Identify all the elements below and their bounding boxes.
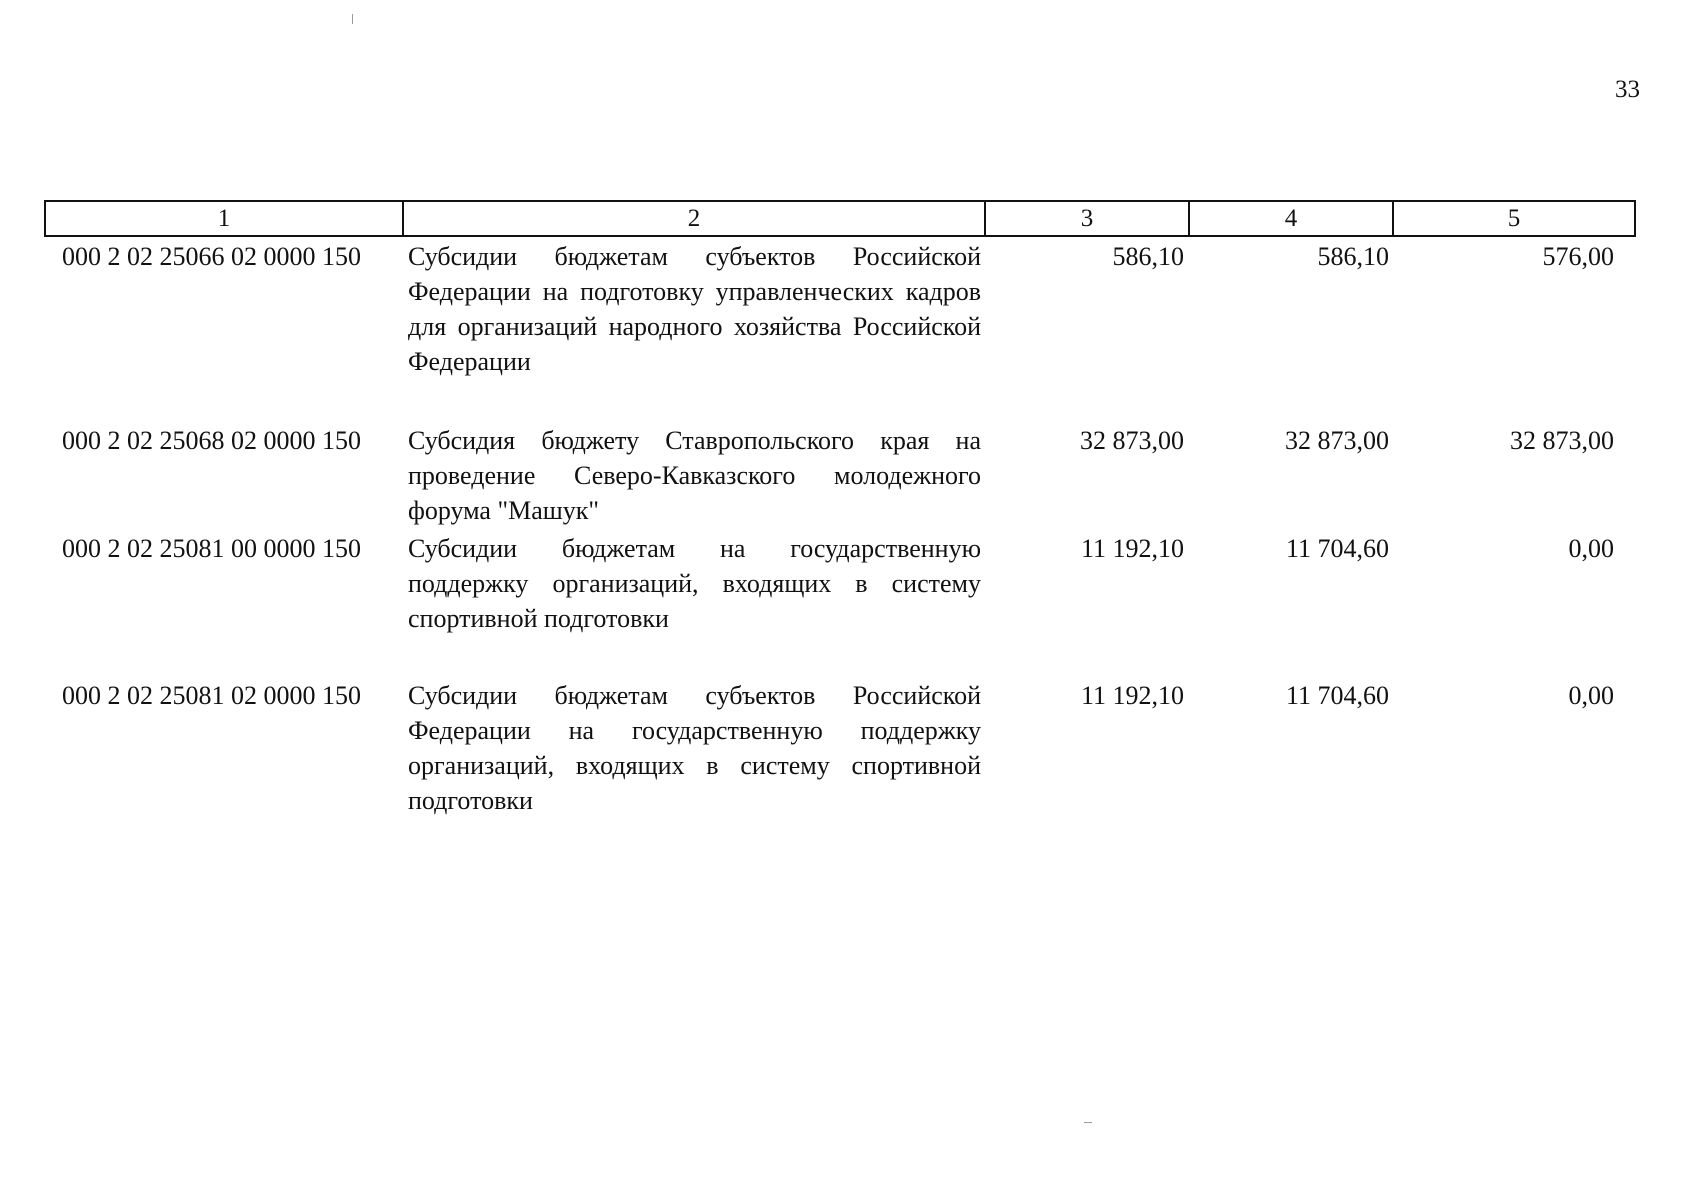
row-name: Субсидии бюджетам субъектов Российской Федерации на государственную поддержку организаций, входящих в систему спортивной подготовки bbox=[408, 681, 981, 815]
row-value-col5: 0,00 bbox=[1568, 534, 1614, 563]
column-header-3: 3 bbox=[985, 201, 1189, 236]
row-value-col5: 576,00 bbox=[1542, 242, 1614, 271]
column-header-1: 1 bbox=[45, 201, 403, 236]
row-value-col3: 11 192,10 bbox=[1080, 681, 1184, 710]
row-value-col4: 586,10 bbox=[1317, 242, 1389, 271]
column-header-4: 4 bbox=[1189, 201, 1393, 236]
row-code: 000 2 02 25081 00 0000 150 bbox=[62, 534, 361, 563]
row-name: Субсидии бюджетам на государственную поддержку организаций, входящих в систему спортивной подготовки bbox=[408, 534, 981, 633]
row-value-col5: 32 873,00 bbox=[1510, 426, 1614, 455]
row-name: Субсидия бюджету Ставропольского края на проведение Северо-Кавказского молодежного форума "Машук" bbox=[408, 426, 981, 525]
row-value-col3: 11 192,10 bbox=[1080, 534, 1184, 563]
row-value-col4: 11 704,60 bbox=[1285, 681, 1389, 710]
row-code: 000 2 02 25081 02 0000 150 bbox=[62, 681, 361, 710]
row-value-col3: 586,10 bbox=[1112, 242, 1184, 271]
column-header-2: 2 bbox=[403, 201, 985, 236]
row-value-col4: 32 873,00 bbox=[1285, 426, 1389, 455]
row-value-col3: 32 873,00 bbox=[1080, 426, 1184, 455]
row-code: 000 2 02 25066 02 0000 150 bbox=[62, 242, 361, 271]
row-code: 000 2 02 25068 02 0000 150 bbox=[62, 426, 361, 455]
page-number: 33 bbox=[1615, 76, 1640, 103]
scan-mark-top bbox=[352, 14, 353, 24]
row-value-col5: 0,00 bbox=[1568, 681, 1614, 710]
row-name: Субсидии бюджетам субъектов Российской Федерации на подготовку управленческих кадров для организаций народного хозяйства Российской Федерации bbox=[408, 242, 981, 376]
row-value-col4: 11 704,60 bbox=[1285, 534, 1389, 563]
scan-mark-bottom bbox=[1084, 1122, 1092, 1123]
column-header-5: 5 bbox=[1393, 201, 1635, 236]
column-header-row bbox=[44, 200, 1636, 237]
